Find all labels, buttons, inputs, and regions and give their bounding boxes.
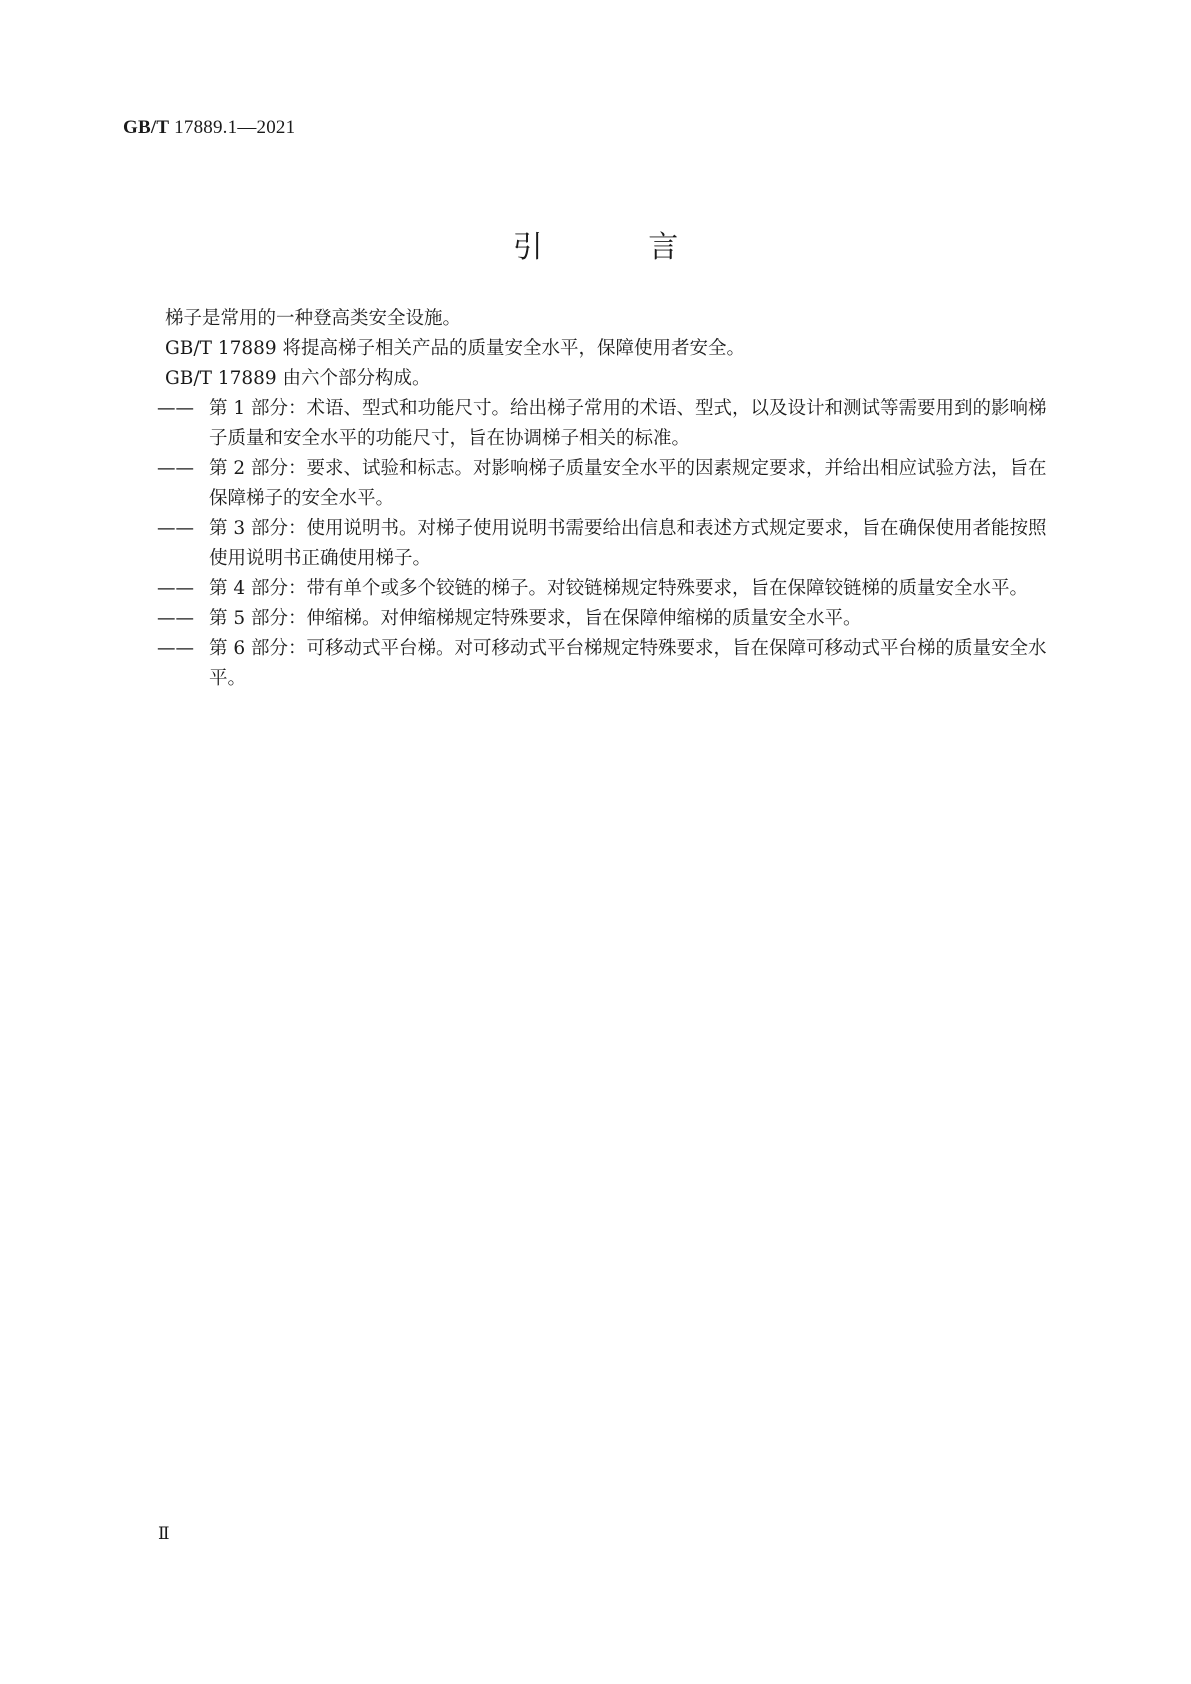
- list-item-text: 第 4 部分：带有单个或多个铰链的梯子。对铰链梯规定特殊要求，旨在保障铰链梯的质量安全水平。: [209, 578, 1029, 599]
- list-item-text: 第 3 部分：使用说明书。对梯子使用说明书需要给出信息和表述方式规定要求，旨在确保使用者能按照使用说明书正确使用梯子。: [209, 518, 1047, 569]
- list-item: [157, 634, 1049, 694]
- list-dash: ——: [157, 518, 194, 539]
- page-number: Ⅱ: [158, 1524, 170, 1543]
- list-dash: ——: [157, 398, 194, 419]
- list-item: [157, 604, 1049, 634]
- list-item-text: 第 1 部分：术语、型式和功能尺寸。给出梯子常用的术语、型式，以及设计和测试等需要用到的影响梯子质量和安全水平的功能尺寸，旨在协调梯子相关的标准。: [209, 398, 1047, 449]
- document-code-prefix: GB/T: [123, 117, 170, 138]
- list-item: [157, 394, 1049, 454]
- list-item-text: 第 5 部分：伸缩梯。对伸缩梯规定特殊要求，旨在保障伸缩梯的质量安全水平。: [209, 608, 862, 629]
- document-code-number: 17889.1—2021: [174, 117, 296, 138]
- list-item-text: 第 2 部分：要求、试验和标志。对影响梯子质量安全水平的因素规定要求，并给出相应试验方法，旨在保障梯子的安全水平。: [209, 458, 1047, 509]
- list-item: [157, 574, 1049, 604]
- paragraph: GB/T 17889 由六个部分构成。: [165, 368, 431, 389]
- section-title: 引 言: [512, 230, 727, 265]
- list-item: [157, 454, 1049, 514]
- list-dash: ——: [157, 578, 194, 599]
- paragraph: 梯子是常用的一种登高类安全设施。: [165, 308, 462, 329]
- list-item: [157, 514, 1049, 574]
- list-item-text: 第 6 部分：可移动式平台梯。对可移动式平台梯规定特殊要求，旨在保障可移动式平台梯的质量安全水平。: [209, 638, 1047, 689]
- paragraph: GB/T 17889 将提高梯子相关产品的质量安全水平，保障使用者安全。: [165, 338, 746, 359]
- document-code: [123, 117, 295, 139]
- list-dash: ——: [157, 638, 194, 659]
- section-body: [157, 304, 1049, 694]
- list-dash: ——: [157, 608, 194, 629]
- list-dash: ——: [157, 458, 194, 479]
